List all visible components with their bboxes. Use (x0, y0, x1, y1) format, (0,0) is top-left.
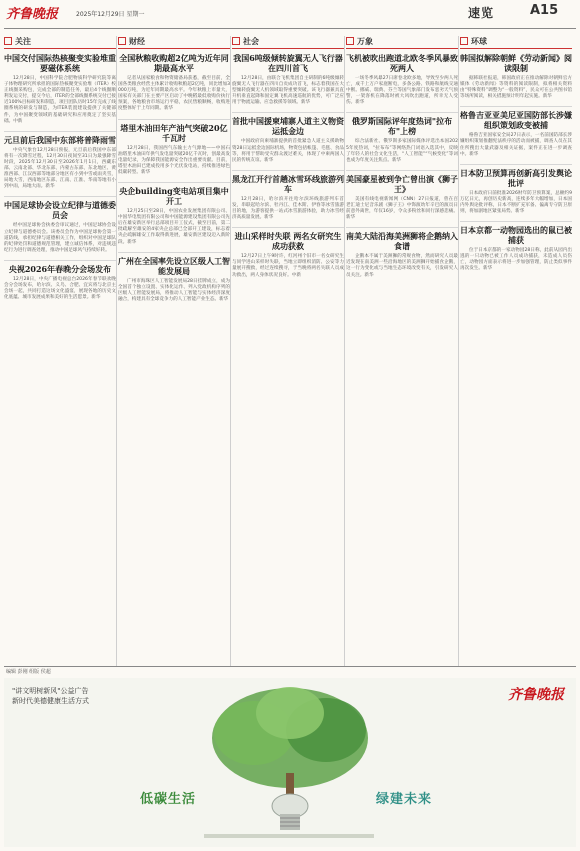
article-divider (346, 170, 458, 171)
article-body: 据韩联社报道，韩国政府正在推动解除对朝鲜官方媒体《劳动新闻》等资料的阅读限制，拟将相关资料由“特殊资料”调整为“一般资料”，民众可在公共图书馆等场所阅读，相关措施预计明年起实施。新华 (460, 76, 572, 100)
ad-subheading: 新时代美德健康生活方式 (12, 697, 89, 705)
article-headline: 央企building变电站项目集中开工 (119, 186, 229, 207)
ad-logo: 齐鲁晚报 (508, 687, 564, 703)
column-title: 财经 (129, 37, 145, 46)
article-body: 一场冬季风暴27日席卷北欧多地，导致至少两人死亡，成千上万户家庭断电，多条公路、铁路和航线交通中断。挪威、瑞典、芬兰等国气象部门发布恶劣天气预警，一架客机在降落时被大风吹出跑道，所幸无人受伤。新华 (346, 76, 458, 106)
article-headline: 进山采样时失联 两名女研究生成功获救 (234, 231, 342, 252)
article-body: 综合法新社、俄罗斯多家国际媒体评选出本国2025年度热词，“拉布布”等网络热门词语入选其中，反映了年轻人的社会文化生活，“人工智能”“气候变化”等词也成为年度关注焦点。新华 (346, 139, 458, 163)
article-body: 广州市海珠区人工智能发展局28日挂牌成立，成为全国首个独立设置、实体化运作、列入党政机构序列的区级人工智能发展局，将推动人工智能与实体经济深度融合，构建具有全球竞争力的人工智能产业生态。新华 (118, 278, 230, 302)
article-body: 经中国足球协会执委会审议通过，中国足球协会设立纪律与道德委员会。该委员会作为中国足球协会第一道防线，承担纪律与道德相关工作，组织对中国足球队的纪律处罚和道德规范管理，建立诚信体系，对违规违纪行为进行调查处理，推动中国足球风气持续好转。 (4, 223, 116, 253)
article (118, 123, 230, 176)
article-divider (232, 227, 344, 228)
column-title: 万象 (357, 37, 373, 46)
column-divider (344, 36, 345, 666)
column (118, 36, 230, 666)
column-title: 关注 (15, 37, 31, 46)
page-number: A15 (530, 3, 559, 18)
article (232, 116, 344, 163)
article-body: 12月27日上午9时许，红河州个旧市一名女研究生与同学进山采样时失联，当地立即组织消防、公安等力量展开搜救，经过连续搜寻，于当晚将两名失联人员成功救出，两人身体状况良好。中新 (232, 254, 344, 278)
article-headline: 广州在全国率先设立区级人工智能发展局 (118, 255, 230, 276)
article (346, 53, 458, 106)
page-header (0, 0, 580, 28)
article-divider (118, 182, 230, 183)
article-headline: 格鲁吉亚亚美尼亚国防部长涉嫌组织策划政变被捕 (460, 110, 572, 131)
article (346, 116, 458, 163)
article-body: 12月28日，由联合飞机集团自主研制的6吨级倾转旋翼无人飞行器在四川自贡成功首飞，标志着我国在大型倾转旋翼无人机领域取得重要突破。该飞行器兼具直升机垂直起降和固定翼飞机高速巡航的优势，可广泛应用于物流运输、应急救援等领域。新华 (232, 76, 344, 106)
article (4, 264, 116, 301)
article-body: 格鲁吉亚国家安全局27日表示，一名前国防部长涉嫌组织策划推翻宪法秩序的活动而被捕，调查人员在其住所搜出大量武器及相关证据，案件正在进一步调查中。新华 (460, 133, 572, 157)
article (460, 53, 572, 100)
article-divider (4, 260, 116, 261)
article-headline: 南美大陆沿海美洲狮将企鹅纳入食谱 (346, 231, 458, 252)
article (4, 53, 116, 125)
column (460, 36, 572, 666)
article (232, 174, 344, 221)
article-body: 企鹅本不属于美洲狮的常规食物，然而研究人员最近发现在南美洲一些沿海地区的美洲狮开始捕食企鹅，这一行为变化或与当地生态环境改变有关，引发研究人员关注。新华 (346, 254, 458, 278)
column-header (460, 36, 572, 49)
article-headline: 塔里木油田年产油气突破20亿千瓦时 (120, 122, 228, 143)
article-headline: 黑龙江开行首趟冰雪环线旅游列车 (232, 173, 344, 194)
article-headline: 日本防卫预算再创新高引发舆论批评 (460, 167, 572, 188)
section-marker-icon (4, 37, 12, 45)
article-divider (346, 227, 458, 228)
article (4, 200, 116, 253)
article-body: 日本政府日前批准2026财年防卫预算案，总额约9万亿日元，再创历史新高，连续多年大幅增加，日本国内外舆论批评称，日本不断扩充军备、偏离专守防卫原则，将加剧地区紧张局势。新华 (460, 190, 572, 215)
issue-date: 2025年12月29日 星期一 (76, 11, 145, 18)
section-marker-icon (118, 37, 126, 45)
article-headline: 日本京都一动物园选出的鼠已被捕获 (460, 225, 572, 246)
footer-rule (4, 666, 576, 667)
article-body: 美国有线电视新闻网（CNN）27日报道，曾在百老汇迪士尼音乐剧《狮子王》中饰演幼年辛巴的演员日前意外离世，年仅16岁，令众多粉丝和同行深感悲痛。新华 (346, 196, 458, 221)
article-headline: 全国秋粮收购超2亿吨为近年同期最高水平 (119, 53, 229, 73)
ad-heading: "讲文明树新风"公益广告 (12, 687, 89, 695)
column-divider (230, 36, 231, 666)
article (460, 110, 572, 157)
editor-credit: 编辑 彭刚 组版 侯超 (6, 669, 51, 675)
article-headline: 央视2026年春晚分会场发布 (8, 263, 112, 274)
article-divider (346, 112, 458, 113)
article-divider (4, 196, 116, 197)
public-service-ad (4, 678, 576, 847)
article-divider (460, 106, 572, 107)
column-header (346, 36, 458, 49)
slogan-left: 低碳生活 (140, 792, 197, 807)
article-headline: 飞机被吹出跑道北欧冬季风暴致死两人 (346, 53, 458, 73)
article (346, 174, 458, 221)
article (118, 186, 230, 246)
article-body: 中央气象台12月28日预报，元旦前后我国中东部将有一次降雪过程，12月30日夜间至31日为最强降雪时段，2025年12月30日至2026年1月1日，西藏东部、云南北部、华北东部、内蒙古东部、东北地区、黄淮西部、江汉西部等地部分地区有小到中雪或雨夹雪，局地大雪，西南地区东部、江南、江淮、华南等地有小到中雨，局地大雨。新华 (4, 147, 116, 190)
column-title: 环球 (471, 37, 487, 46)
masthead-logo: 齐鲁晚报 (6, 7, 59, 22)
article (346, 231, 458, 278)
article-divider (118, 119, 230, 120)
column (346, 36, 458, 666)
article-headline: 首批中国援柬埔寨人道主义物资运抵金边 (232, 116, 344, 137)
slogan-right: 绿建未来 (376, 792, 433, 807)
article (118, 53, 230, 113)
article-headline: 元旦前后我国中东部将普降雨雪 (4, 134, 116, 145)
article-headline: 我国6吨级倾转旋翼无人飞行器在四川首飞 (233, 53, 343, 73)
article (460, 225, 572, 272)
article (118, 256, 230, 303)
article-divider (460, 164, 572, 165)
article-body: 中国政府向柬埔寨提供的首批紧急人道主义援助物资28日运抵金边国际机场，物资包括帐篷、毛毯、食品等，将用于帮助受灾群众渡过难关，体现了中柬两国人民的传统友谊。新华 (232, 139, 344, 163)
header-rule (4, 28, 576, 29)
section-name: 速览 (468, 6, 495, 20)
article (4, 135, 116, 191)
article-headline: 韩国拟解除朝鲜《劳动新闻》阅读限制 (460, 53, 572, 73)
article-body: 记者从国家粮食和物资储备局获悉，截至目前，全国各类粮食经营主体累计收购秋粮超2亿吨，同比增加3000万吨，为近年同期最高水平。今年秋粮上市量大，国家有关部门在主要产区启动了中晚稻最低收购价执行预案，各地粮食市场运行平稳，农民售粮顺畅，收购进度整体好于上年同期。新华 (118, 76, 230, 112)
article-headline: 美国豪星被到争亡曾出演《狮子王》 (346, 173, 458, 194)
article-headline: 中国足球协会设立纪律与道德委员会 (4, 200, 116, 221)
article-body: 12月28日，我国西气东输主力气源地——中国石油塔里木油田年供气发电量突破20亿千瓦时，创最高发电量纪录，为保障我国能源安全作出重要贡献。目前，塔里木油田已建成投用多个光伏发电站，持续推进绿色低碳转型。新华 (118, 145, 230, 175)
article-body: 位于日本京都的一家动物园28日称，此前从园内出逃的一只动物已被工作人员成功捕获，未造成人员伤亡，动物园方面表示将进一步加强管理，防止类似事件再次发生。新华 (460, 248, 572, 272)
article-divider (118, 252, 230, 253)
article-body: 12月28日，中央广播电视总台2026年春节联欢晚会分会场发布，哈尔滨、义乌、合肥、宜宾将与北京主会场一起，共同打造这场文化盛宴，展现各地的历史文化底蕴、城市发展成果和美好的生活愿景。新华 (4, 276, 116, 301)
article-headline: 中国交付国际热核聚变实验堆重要磁体系统 (4, 53, 116, 73)
article-body: 12月28日，中国科学院合肥物质科学研究院等离子体物理研究所承担的国际热核聚变实验堆（ITER）校正线圈采购包，完成全部的制造任务，最后4个线圈顺利发运交付，提交今后，ITER的全部线圈系统交付已接近100%目标研发和制造，项目团队历时15年完成了线圈系统的研发与制造，为ITER装置建设提供了关键部件，为中国聚变领域的基础研究和应用奠定了坚实基础。中新 (4, 76, 116, 124)
tree-bulb-illustration (4, 678, 576, 847)
section-marker-icon (346, 37, 354, 45)
column-divider (458, 36, 459, 666)
article-divider (4, 131, 116, 132)
article (232, 53, 344, 106)
article-body: 12月28日，哈尔滨开往哈尔滨环线旅游列车首发，串联起哈尔滨、牡丹江、佳木斯、伊春等冰雪旅游目的地，为游客提供一站式冰雪旅游体验，助力冰雪经济高质量发展。新华 (232, 196, 344, 221)
article-divider (460, 221, 572, 222)
article (460, 168, 572, 215)
article-divider (232, 170, 344, 171)
column-header (232, 36, 344, 49)
column-title: 社会 (243, 37, 259, 46)
article-divider (232, 112, 344, 113)
section-marker-icon (460, 37, 468, 45)
column-header (4, 36, 116, 49)
column-header (118, 36, 230, 49)
column (232, 36, 344, 666)
article (232, 231, 344, 278)
column (4, 36, 116, 666)
article-body: 12月25日至28日，中国农业发展集团有限公司、中国华电集团有限公司和中国能源建设集团有限公司先后在雄安新区举行总部项目开工仪式，截至目前，第二批疏解至雄安的4家央企总部已全部开工建设，标志着央企疏解雄安工作取得新进展，雄安新区建设迈入新阶段。新华 (118, 209, 230, 245)
article-headline: 俄罗斯国际评年度热词"拉布布"上榜 (351, 116, 453, 137)
section-marker-icon (232, 37, 240, 45)
column-divider (116, 36, 117, 666)
